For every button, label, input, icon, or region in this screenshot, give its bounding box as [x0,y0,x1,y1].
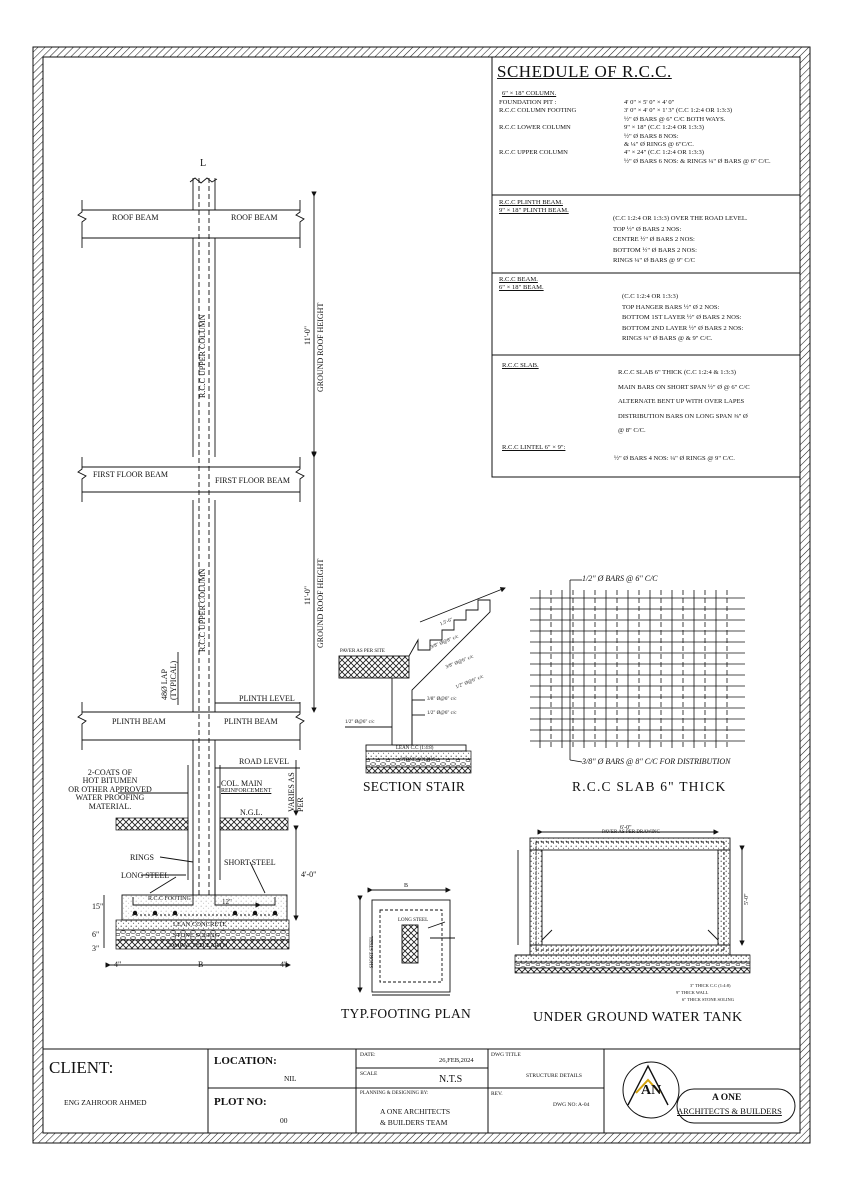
logo-letters: AN [641,1083,662,1098]
client-name: ENG ZAHROOR AHMED [64,1098,147,1107]
bitumen-line: MATERIAL. [88,801,132,811]
dim-4in-right: 4" [280,960,288,969]
ngl-label: N.G.L. [240,808,263,817]
tank-section [515,832,750,955]
fp-short-steel: SHORT STEEL [370,935,375,968]
firm-name: A ONE [712,1093,742,1103]
road-level: ROAD LEVEL [239,757,289,766]
schedule-plinth-row: (C.C 1:2:4 OR 1:3:3) OVER THE ROAD LEVEL. [613,215,748,222]
tank-top-label: PAVER AS PER DRAWING [602,830,661,835]
ground-roof-height-2: GROUND ROOF HEIGHT [316,558,325,648]
schedule-slab-row: @ 8" C/C. [618,427,646,434]
date-value: 26,FEB,2024 [439,1057,474,1064]
scale-value: N.T.S [439,1074,463,1085]
stair-l6: 1/2" Ø@6" c/c [427,711,457,716]
schedule-column-label: R.C.C LOWER COLUMN [499,124,571,132]
schedule-column-value: ½" Ø BARS 8 NOS: [624,132,679,140]
tank-note2: 9" THICK WALL [676,990,709,995]
ground-roof-height-1: GROUND ROOF HEIGHT [316,302,325,392]
schedule-lintel-value: ½" Ø BARS 4 NOS: ¼" Ø RINGS @ 9" C/C. [614,455,735,462]
bitumen-line: 2-COATS OF [87,768,133,777]
fp-dim-b: B [404,883,409,889]
schedule-beam-sub: 6" × 18" BEAM. [499,284,544,291]
schedule-plinth-row: BOTTOM ½" Ø BARS 2 NOS: [613,246,697,254]
schedule-plinth-row: CENTRE ½" Ø BARS 2 NOS: [613,236,695,243]
client-label: CLIENT: [49,1058,114,1077]
rings-label: RINGS [130,853,155,862]
height-dim-1: 11'-0" [303,325,312,345]
top-label: L [200,158,207,169]
firm-sub: ARCHITECTS & BUILDERS [677,1106,782,1116]
dwg-no: DWG NO: A-04 [553,1102,590,1108]
tank-dim-6: 6'-0" [620,825,632,831]
dim-3: 3" [92,944,100,953]
stair-l4: 1/2" Ø@6" c/c [455,674,485,691]
stone-soling-label: STONE SOLING [173,932,220,939]
schedule-column-value: 3' 0" × 4' 0" × 1' 3" (C.C 1:2:4 OR 1:3:3) [624,107,733,115]
fp-long-steel: LONG STEEL [398,918,429,923]
stair-l1: 1.5'-6" [439,617,454,628]
slab-title: R.C.C SLAB 6" THICK [572,779,727,794]
bitumen-line: WATER PROOFING [75,793,145,803]
schedule-beam-row: RINGS ¼" Ø BARS @ & 9" C/C. [622,335,713,342]
first-floor-beam-right: FIRST FLOOR BEAM [215,476,290,485]
schedule-column-label: R.C.C COLUMN FOOTING [499,107,577,115]
plot-label: PLOT NO: [214,1096,267,1108]
schedule-plinth-sub: 9" × 18" PLINTH BEAM. [499,207,569,214]
stair-section [339,588,505,751]
schedule-title: SCHEDULE OF R.C.C. [497,62,672,81]
slab-top-note: 1/2" Ø BARS @ 6" C/C [582,574,658,583]
rev-label: REV. [491,1091,503,1097]
plinth-beam-right: PLINTH BEAM [224,717,278,726]
slab-leader [570,760,582,762]
schedule-column-value: & ¼" Ø RINGS @ 6"C/C. [624,141,694,148]
schedule-column-header: 6" × 18" COLUMN. [502,90,557,97]
tank-title: UNDER GROUND WATER TANK [533,1010,743,1025]
varies-label: VARIES AS PER [287,772,305,812]
schedule-plinth-row: TOP ½" Ø BARS 2 NOS: [613,225,682,233]
schedule-slab-row: MAIN BARS ON SHORT SPAN ½" Ø @ 6" C/C [618,383,750,391]
location-value: NIL [284,1074,297,1083]
schedule-beam-row: BOTTOM 1ST LAYER ½" Ø BARS 2 NOS: [622,314,742,321]
schedule-beam-header: R.C.C BEAM. [499,276,538,283]
schedule-column-value: 9" × 18" (C.C 1:2:4 OR 1:3:3) [624,124,704,132]
plinth-beam-left: PLINTH BEAM [112,717,166,726]
schedule-plinth-header: R.C.C PLINTH BEAM. [499,199,563,206]
roof-beam-right: ROOF BEAM [231,213,278,222]
dim-6: 6" [92,930,100,939]
dim-b: B [198,960,204,969]
upper-column-label-1: R.C.C UPPER COLUMN [198,314,207,398]
schedule-column-value: 4" × 24" (C.C 1:2:4 OR 1:3:3) [624,149,704,157]
dim-12: 12" [222,898,232,906]
first-floor-beam-left: FIRST FLOOR BEAM [93,470,168,479]
stair-paver: PAVER AS PER SITE [340,649,385,654]
stair-lean: LEAN C.C (1:4:8) [396,746,434,751]
stair-title: SECTION STAIR [363,779,466,794]
scale-label: SCALE [360,1071,378,1077]
dim-4ft: 4'-0" [301,870,317,879]
dim-4in-left: 4" [114,960,122,969]
tank-note1: 3" THICK C.C (1:4:8) [690,983,731,988]
col-main-label: COL. MAIN [221,779,263,788]
stair-l3: 3/8" Ø@6" c/c [445,654,475,671]
lean-concrete-label: LEAN CONCRETE [173,921,227,928]
schedule-lintel-header: R.C.C LINTEL 6" × 9": [502,444,566,451]
location-label: LOCATION: [214,1055,277,1067]
dwg-title-label: DWG TITLE [491,1052,521,1058]
dim-15: 15" [92,902,104,911]
dwg-title-value: STRUCTURE DETAILS [526,1073,582,1079]
planning-label: PLANNING & DESIGNING BY: [360,1091,429,1096]
bitumen-line: HOT BITUMEN [82,776,138,786]
stair-l2: 3/8" Ø@8" c/c [430,634,460,651]
tank-dim-5: 5'-0" [744,893,750,905]
planning-line-2: & BUILDERS TEAM [380,1118,448,1127]
plinth-level: PLINTH LEVEL [239,694,295,703]
short-steel-label: SHORT STEEL [224,858,276,867]
footing-plan-title: TYP.FOOTING PLAN [341,1006,472,1021]
schedule-slab-row: DISTRIBUTION BARS ON LONG SPAN ⅜" Ø [618,412,748,420]
schedule-beam-row: TOP HANGER BARS ½" Ø 2 NOS: [622,303,720,311]
schedule-slab-row: R.C.C SLAB 6" THICK (C.C 1:2:4 & 1:3:3) [618,369,736,376]
upper-column-label-2: R.C.C UPPER COLUMN [198,568,207,652]
schedule-slab-row: ALTERNATE BENT UP WITH OVER LAPES [618,398,745,405]
schedule-column-value: ½" Ø BARS @ 6" C/C BOTH WAYS. [624,115,726,123]
schedule-beam-row: BOTTOM 2ND LAYER ½" Ø BARS 2 NOS: [622,324,744,332]
column-elevation [78,178,317,965]
date-label: DATE: [360,1052,376,1058]
schedule-column-label: FOUNDATION PIT : [499,99,557,106]
lap-label: 48Ø LAP (TYPICAL) [160,660,178,700]
schedule-column-value: ½" Ø BARS 6 NOS: & RINGS ¼" Ø BARS @ 6" C/C. [624,157,771,165]
bitumen-note [60,769,160,811]
slab-grid [530,580,745,762]
plot-value: 00 [280,1116,288,1125]
schedule-column-value: 4' 0" × 5' 0" × 4' 0" [624,99,675,106]
bitumen-line: OR OTHER APPROVED [68,784,152,794]
schedule-column-label: R.C.C UPPER COLUMN [499,149,568,157]
reinforcement-label: REINFORCEMENT [221,788,272,794]
slab-bottom-note: 3/8" Ø BARS @ 8" C/C FOR DISTRIBUTION [582,757,731,766]
stair-l5: 3/8" Ø@6" c/c [427,697,457,702]
schedule-beam-row: (C.C 1:2:4 OR 1:3:3) [622,293,679,300]
schedule-slab-header: R.C.C SLAB. [502,362,539,369]
rcc-footing-label: R.C.C FOOTING [148,896,191,902]
height-dim-2: 11'-0" [303,585,312,605]
schedule-plinth-row: RINGS ¼" Ø BARS @ 9" C/C [613,257,695,264]
roof-beam-left: ROOF BEAM [112,213,159,222]
tank-note3: 6" THICK STONE SOLING [682,997,735,1002]
stair-l7: 1/2" Ø@6" c/c [345,720,375,725]
long-steel-label: LONG STEEL [121,871,170,880]
compacted-earth-label: COMPACTED EARTH [165,942,228,949]
planning-line-1: A ONE ARCHITECTS [380,1107,451,1116]
stair-stone: STONE SOLING [400,758,436,763]
